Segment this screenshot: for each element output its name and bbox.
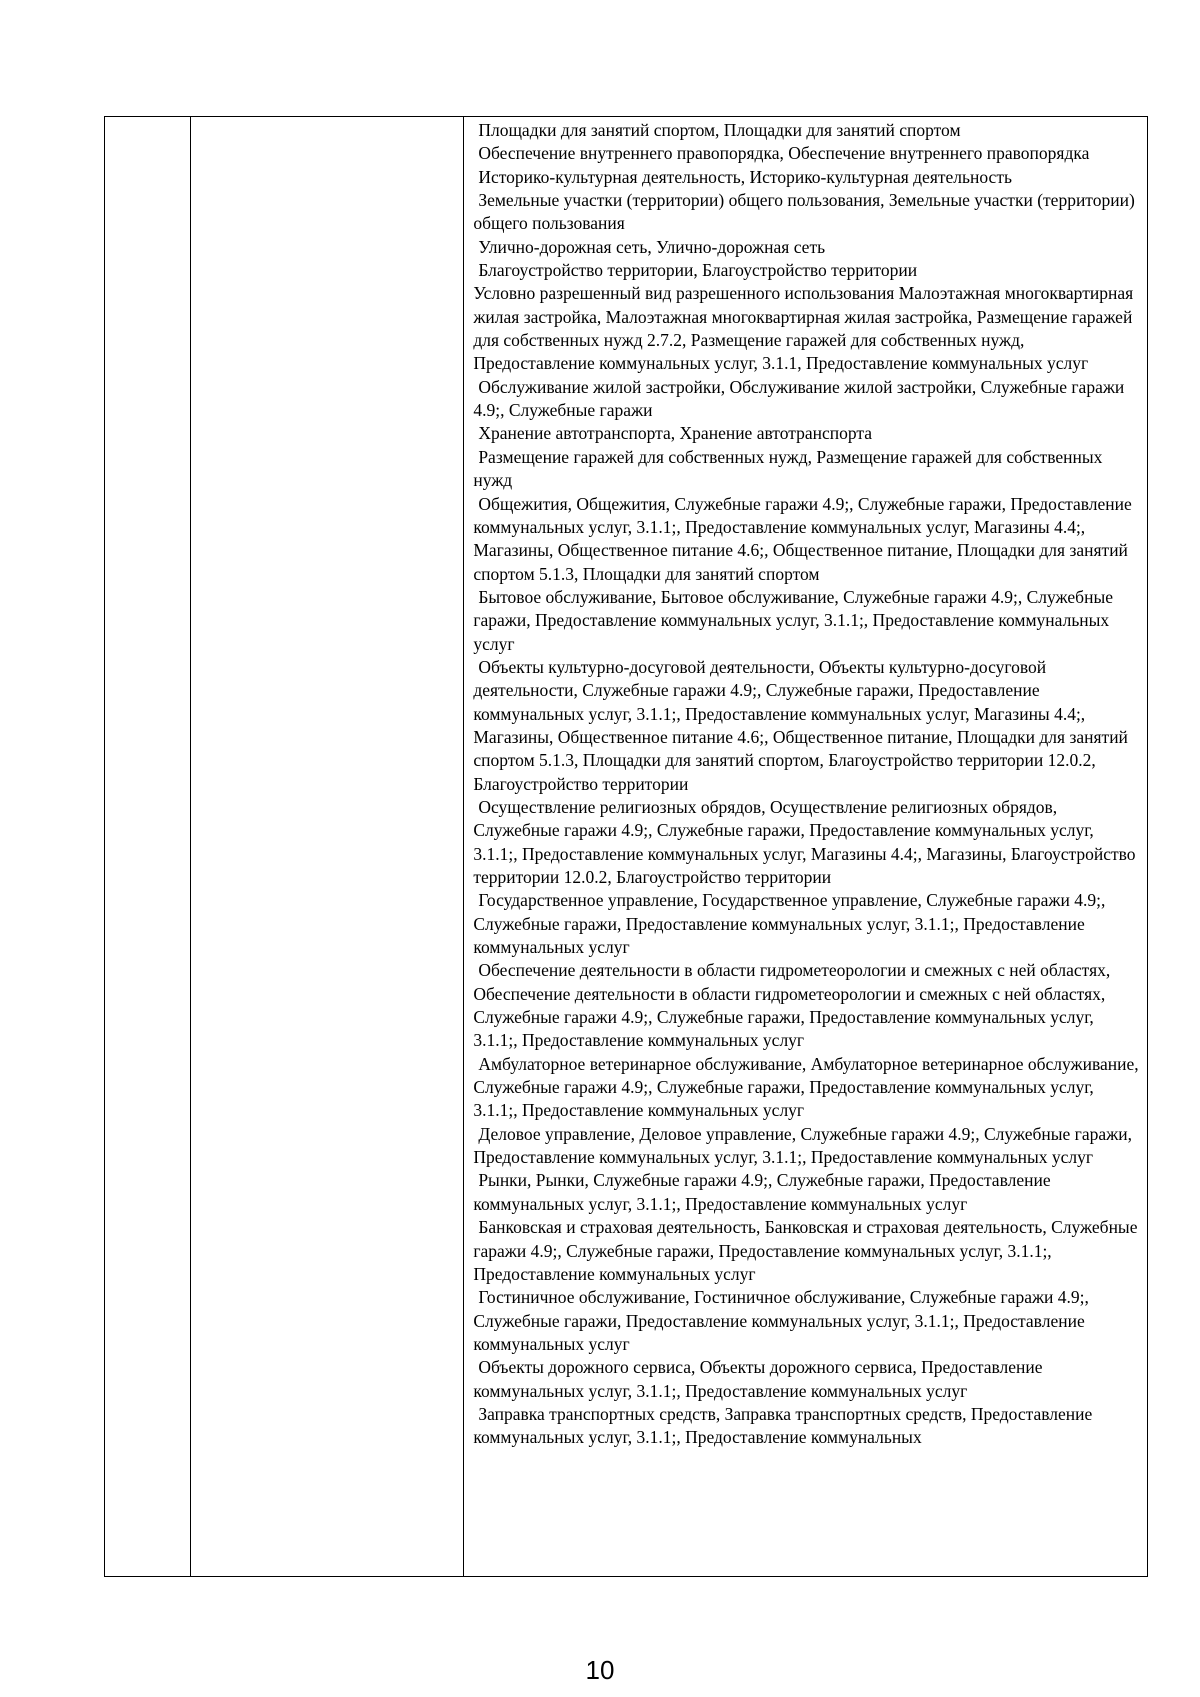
use-entry: Земельные участки (территории) общего пользования, Земельные участки (территории) общего пользования bbox=[473, 190, 1135, 234]
use-entry: Гостиничное обслуживание, Гостиничное обслуживание, Служебные гаражи 4.9;, Служебные гаражи, Предоставление коммунальных услуг, 3.1.1;, Предоставление коммунальных услуг bbox=[473, 1287, 1089, 1354]
table-cell-3 bbox=[464, 117, 1148, 1577]
use-entry: Историко-культурная деятельность, Историко-культурная деятельность bbox=[478, 166, 1012, 187]
use-entry: Осуществление религиозных обрядов, Осуществление религиозных обрядов, Служебные гаражи 4.9;, Служебные гаражи, Предоставление коммунальных услуг, 3.1.1;, Предоставление коммунальных услуг, Магазины 4.4;, Магазины, Благоустройство территории 12.0.2, Благоустройство территории bbox=[473, 796, 1136, 887]
use-entry: Объекты дорожного сервиса, Объекты дорожного сервиса, Предоставление коммунальных услуг, 3.1.1;, Предоставление коммунальных услуг bbox=[473, 1357, 1043, 1401]
table-row bbox=[105, 117, 1148, 1577]
use-entry: Хранение автотранспорта, Хранение автотранспорта bbox=[478, 423, 873, 444]
use-entry: Улично-дорожная сеть, Улично-дорожная сеть bbox=[478, 236, 826, 257]
table-cell-1 bbox=[105, 117, 191, 1577]
use-entry: Деловое управление, Деловое управление, Служебные гаражи 4.9;, Служебные гаражи, Предоставление коммунальных услуг, 3.1.1;, Предоставление коммунальных услуг bbox=[473, 1123, 1132, 1168]
use-entry: Размещение гаражей для собственных нужд, Размещение гаражей для собственных нужд bbox=[473, 446, 1103, 491]
use-entry: Обеспечение деятельности в области гидрометеорологии и смежных с ней областях, Обеспечение деятельности в области гидрометеорологии и смежных с ней областях, Служебные гаражи 4.9;, Служебные гаражи, Предоставление коммунальных услуг, 3.1.1;, Предоставление коммунальных услуг bbox=[473, 960, 1111, 1051]
use-entry: Обеспечение внутреннего правопорядка, Обеспечение внутреннего правопорядка bbox=[478, 143, 1090, 164]
permitted-use-list bbox=[464, 117, 1147, 1576]
use-entry: Объекты культурно-досуговой деятельности, Объекты культурно-досуговой деятельности, Служебные гаражи 4.9;, Служебные гаражи, Предоставление коммунальных услуг, 3.1.1;, Предоставление коммунальных услуг, Магазины 4.4;, Магазины, Общественное питание 4.6;, Общественное питание, Площадки для занятий спортом 5.1.3, Площадки для занятий спортом, Благоустройство территории 12.0.2, Благоустройство территории bbox=[473, 656, 1128, 794]
use-entry: Банковская и страховая деятельность, Банковская и страховая деятельность, Служебные гаражи 4.9;, Служебные гаражи, Предоставление коммунальных услуг, 3.1.1;, Предоставление коммунальных услуг bbox=[473, 1217, 1138, 1284]
use-entry: Площадки для занятий спортом, Площадки для занятий спортом bbox=[478, 120, 961, 140]
use-entry: Амбулаторное ветеринарное обслуживание, Амбулаторное ветеринарное обслуживание, Служебные гаражи 4.9;, Служебные гаражи, Предоставление коммунальных услуг, 3.1.1;, Предоставление коммунальных услуг bbox=[473, 1053, 1139, 1121]
use-entry: Государственное управление, Государственное управление, Служебные гаражи 4.9;, Служебные гаражи, Предоставление коммунальных услуг, 3.1.1;, Предоставление коммунальных услуг bbox=[473, 890, 1106, 958]
use-entry: Благоустройство территории, Благоустройство территории bbox=[478, 260, 918, 281]
use-entry: Рынки, Рынки, Служебные гаражи 4.9;, Служебные гаражи, Предоставление коммунальных услуг, 3.1.1;, Предоставление коммунальных услуг bbox=[473, 1170, 1051, 1214]
use-entry: Общежития, Общежития, Служебные гаражи 4.9;, Служебные гаражи, Предоставление коммунальных услуг, 3.1.1;, Предоставление коммунальных услуг, Магазины 4.4;, Магазины, Общественное питание 4.6;, Общественное питание, Площадки для занятий спортом 5.1.3, Площадки для занятий спортом bbox=[473, 493, 1132, 584]
use-entry: Обслуживание жилой застройки, Обслуживание жилой застройки, Служебные гаражи 4.9;, Служебные гаражи bbox=[473, 376, 1125, 421]
use-entry: Условно разрешенный вид разрешенного использования Малоэтажная многоквартирная жилая застройка, Малоэтажная многоквартирная жилая застройка, Размещение гаражей для собственных нужд 2.7.2, Размещение гаражей для собственных нужд, Предоставление коммунальных услуг, 3.1.1, Предоставление коммунальных услуг bbox=[473, 283, 1134, 374]
use-entry: Бытовое обслуживание, Бытовое обслуживание, Служебные гаражи 4.9;, Служебные гаражи, Предоставление коммунальных услуг, 3.1.1;, Предоставление коммунальных услуг bbox=[473, 586, 1113, 654]
table-cell-2 bbox=[191, 117, 464, 1577]
land-use-table bbox=[104, 116, 1148, 1577]
use-entry: Заправка транспортных средств, Заправка транспортных средств, Предоставление коммунальных услуг, 3.1.1;, Предоставление коммунальных bbox=[473, 1403, 1093, 1448]
page-number: 10 bbox=[585, 1655, 615, 1685]
